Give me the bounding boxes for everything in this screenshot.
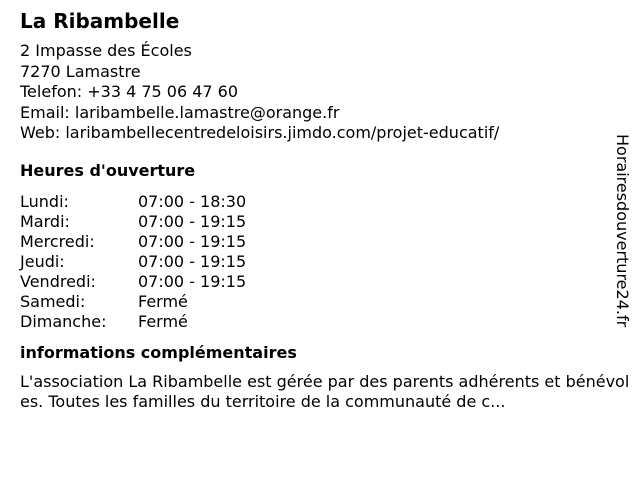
hours-day: Jeudi: [20,251,65,271]
hours-time: Fermé [138,291,188,311]
hours-row-tuesday [20,212,620,232]
hours-day: Samedi: [20,291,86,311]
hours-time: 07:00 - 19:15 [138,251,247,271]
hours-time: 07:00 - 19:15 [138,211,247,231]
business-name: La Ribambelle [20,9,180,33]
email-address: Email: laribambelle.lamastre@orange.fr [20,102,340,122]
additional-info-text: L'association La Ribambelle est gérée par des parents adhérents et bénévoles. Toutes les familles du territoire de la communauté de c... [20,371,630,411]
address-street: 2 Impasse des Écoles [20,41,192,60]
hours-time: 07:00 - 19:15 [138,271,247,291]
hours-row-sunday [20,312,620,332]
hours-row-thursday [20,252,620,272]
hours-time: 07:00 - 18:30 [138,191,247,211]
hours-row-friday [20,272,620,292]
phone-number: Telefon: +33 4 75 06 47 60 [20,82,239,101]
opening-hours-title: Heures d'ouverture [20,160,196,180]
hours-row-saturday [20,292,620,312]
address-city: 7270 Lamastre [20,61,141,81]
website-url: Web: laribambellecentredeloisirs.jimdo.com/projet-educatif/ [20,123,500,142]
hours-row-monday [20,192,620,212]
hours-day: Dimanche: [20,311,107,331]
site-watermark: Horairesdouverture24.fr [613,134,632,328]
hours-time: Fermé [138,311,188,331]
hours-time: 07:00 - 19:15 [138,231,247,251]
hours-row-wednesday [20,232,620,252]
hours-day: Vendredi: [20,271,96,291]
hours-day: Lundi: [20,191,69,211]
additional-info-title: informations complémentaires [20,342,297,362]
opening-hours-table [20,192,620,332]
hours-day: Mardi: [20,211,70,231]
hours-day: Mercredi: [20,231,95,251]
